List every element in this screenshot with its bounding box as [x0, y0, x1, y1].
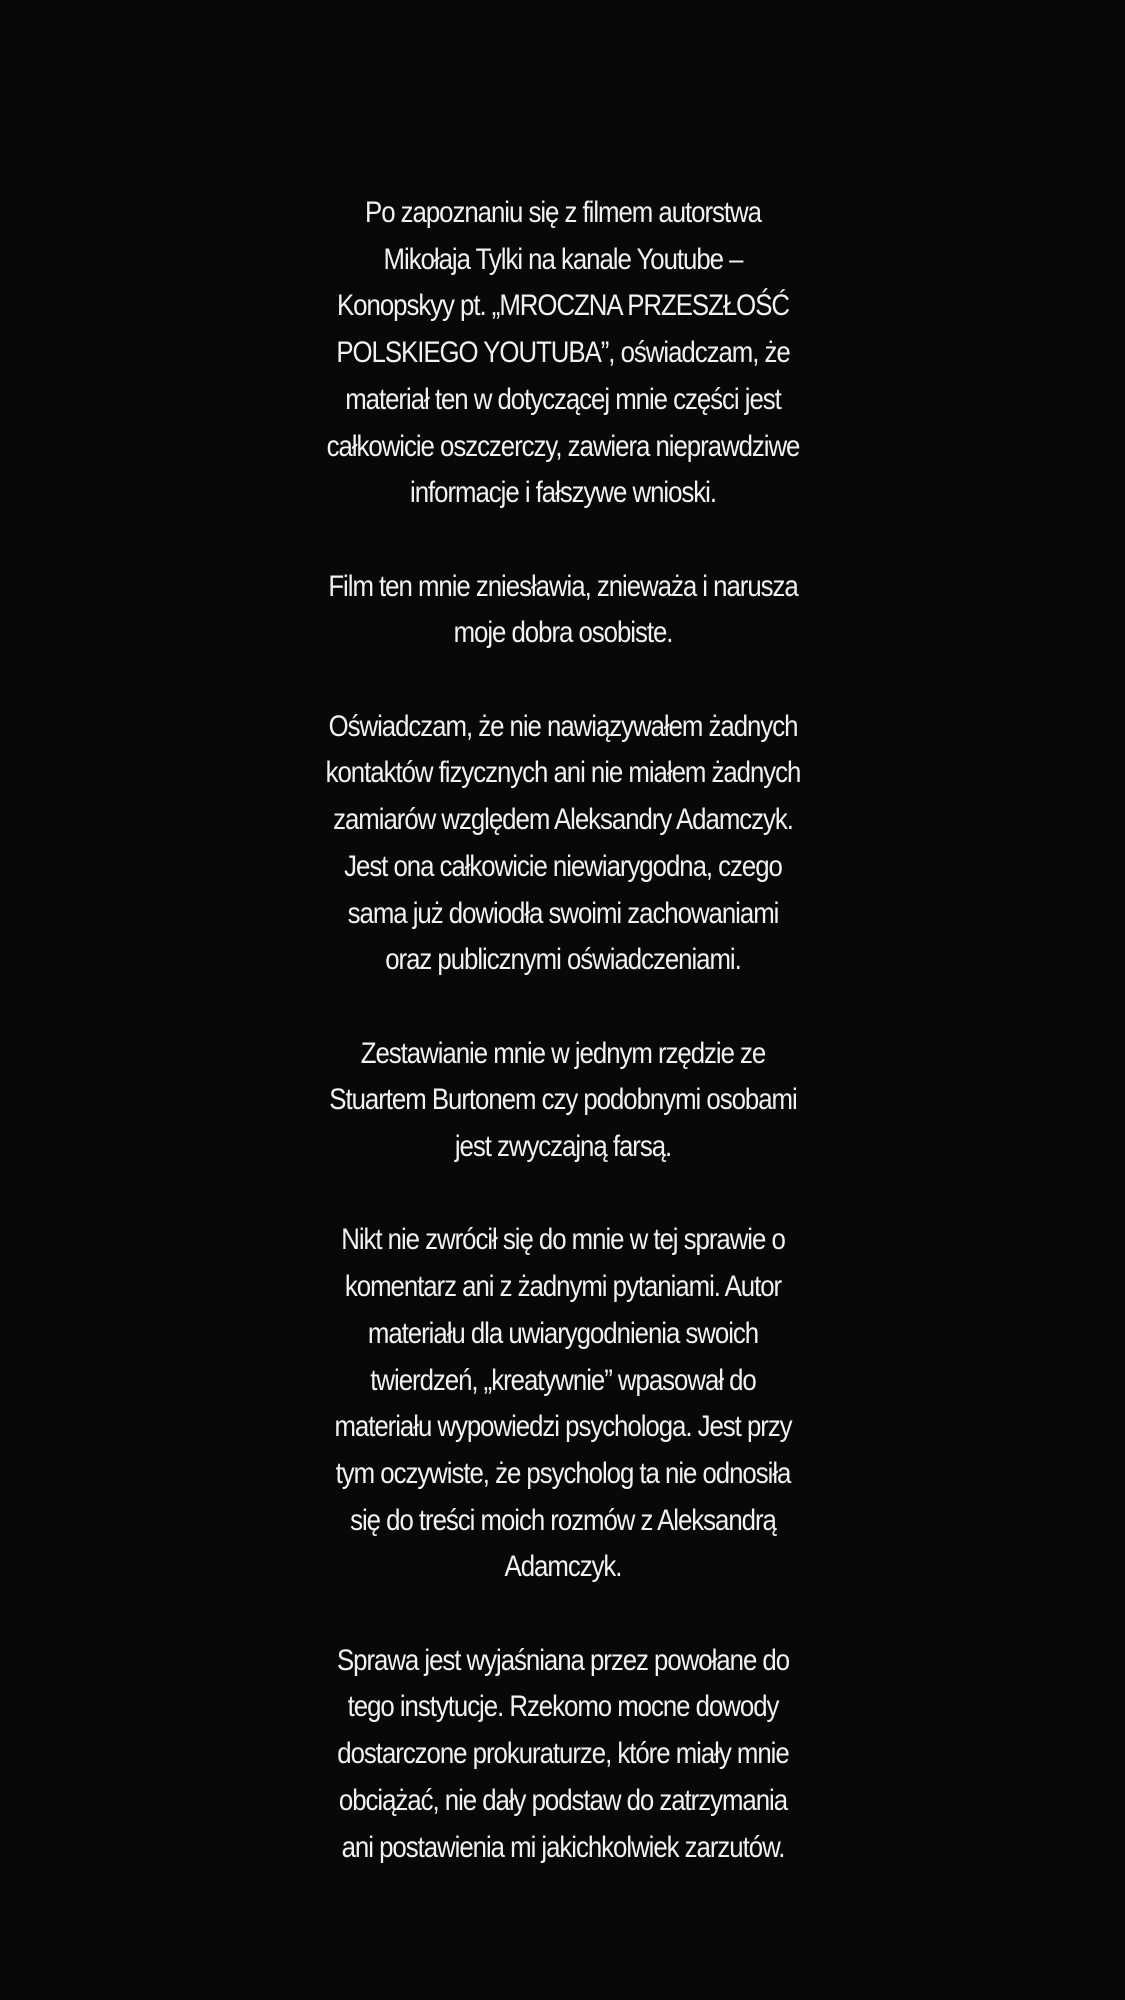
statement-paragraph-6: Sprawa jest wyjaśniana przez powołane do tego instytucje. Rzekomo mocne dowody dostarczone prokuraturze, które miały mnie obciążać, nie dały podstaw do zatrzymania ani postawienia mi jakichkolwiek zarzutów. [336, 1643, 789, 1864]
statement-paragraph-5: Nikt nie zwrócił się do mnie w tej sprawie o komentarz ani z żadnymi pytaniami. Autor materiału dla uwiarygodnienia swoich twierdzeń, „kreatywnie” wpasował do materiału wypowiedzi psychologa. Jest przy tym oczywiste, że psycholog ta nie odnosiła się do treści moich rozmów z Aleksandrą Adamczyk. [333, 1223, 792, 1584]
statement-paragraph-1: Po zapoznaniu się z filmem autorstwa Mikołaja Tylki na kanale Youtube – Konopskyy pt. „MROCZNA PRZESZŁOŚĆ POLSKIEGO YOUTUBA”, oświadczam, że materiał ten w dotyczącej mnie części jest całkowicie oszczerczy, zawiera nieprawdziwe informacje i fałszywe wnioski. [326, 196, 799, 510]
statement-paragraph-3: Oświadczam, że nie nawiązywałem żadnych kontaktów fizycznych ani nie miałem żadnych zamiarów względem Aleksandry Adamczyk. Jest ona całkowicie niewiarygodna, czego sama już dowiodła swoimi zachowaniami oraz publicznymi oświadczeniami. [325, 709, 800, 977]
statement-paragraph-4: Zestawianie mnie w jednym rzędzie ze Stuartem Burtonem czy podobnymi osobami jest zwyczajną farsą. [328, 1036, 797, 1164]
statement-text [322, 190, 804, 1871]
statement-paragraph-2: Film ten mnie zniesławia, znieważa i narusza moje dobra osobiste. [327, 569, 798, 650]
